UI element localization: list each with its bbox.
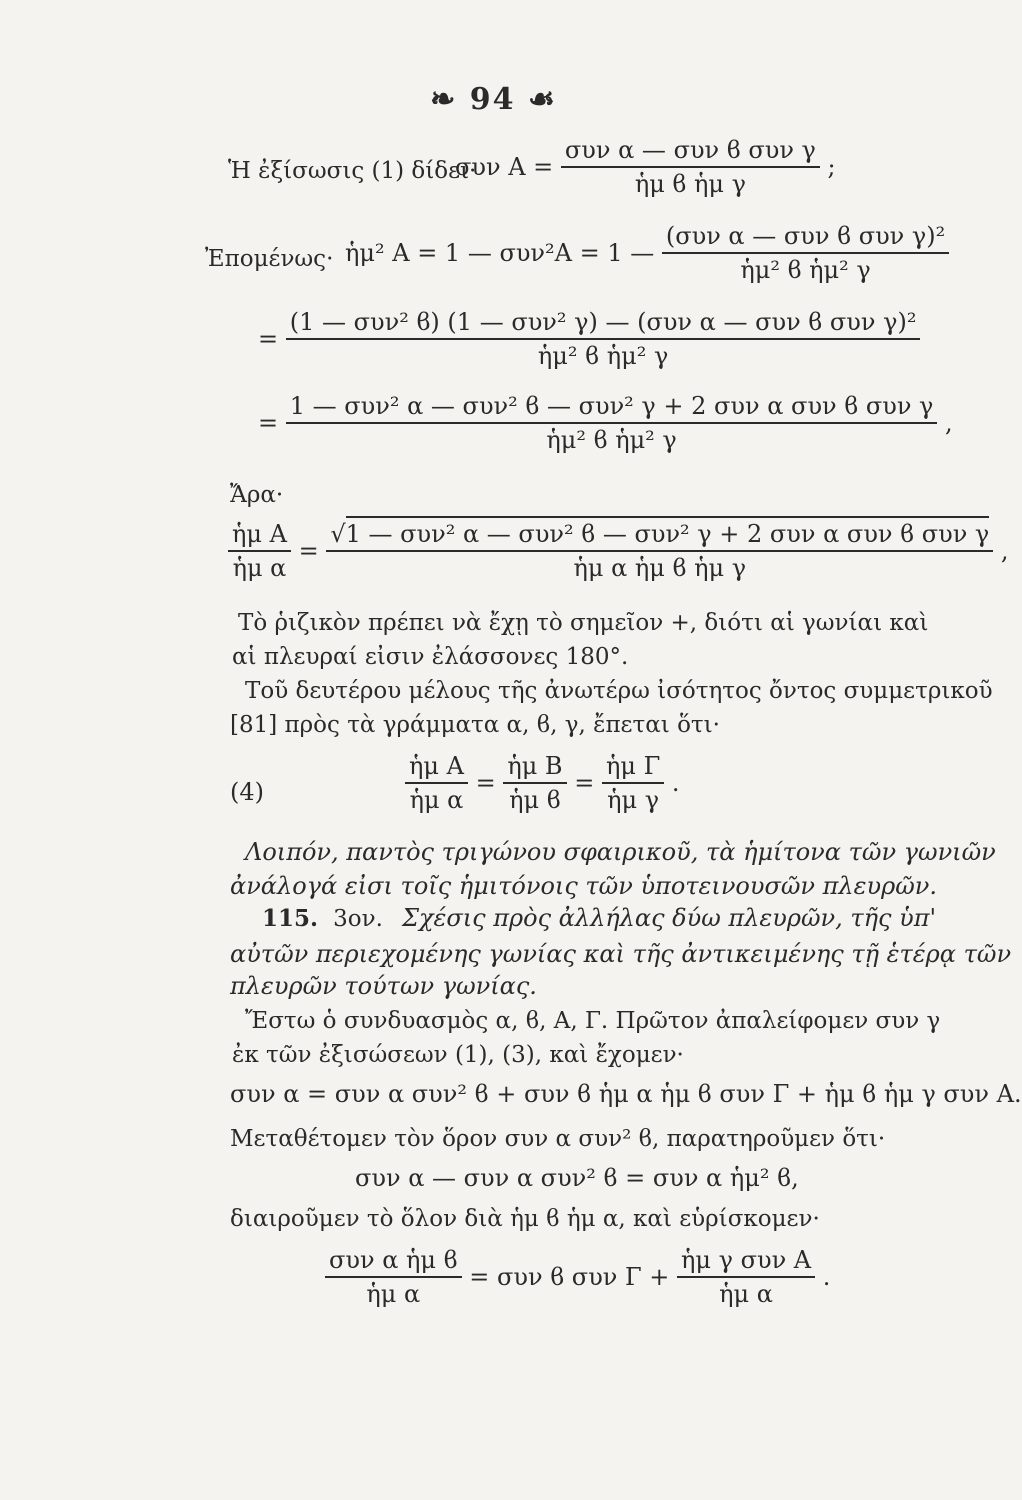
eq4-fraction-c [602,752,664,814]
equation-4-label: (4) [230,778,264,806]
eq4-eq2: = [574,769,595,797]
paragraph-3-line-2: ἀνάλογά εἰσι τοῖς ἡμιτόνοις τῶν ὑποτεινουσῶν πλευρῶν. [230,872,937,900]
eq4-tail: . [671,769,680,797]
section-title-line-1: Σχέσις πρὸς ἀλλήλας δύω πλευρῶν, τῆς ὑπ' [402,904,937,932]
l1-tail: ; [827,153,836,181]
eq4-c-numerator: ἡμ Γ [605,752,661,780]
l2-denominator: ἡμ² ϐ ἡμ² γ [662,252,949,284]
ara-label [230,482,283,508]
equation-7: συν α — συν α συν² ϐ = συν α ἡμ² ϐ, [355,1164,799,1192]
equation-1 [455,136,836,198]
l4-tail: , [945,409,953,437]
eq4-fraction-b [503,752,566,814]
l5-denominator: ἡμ α ἡμ ϐ ἡμ γ [326,550,993,582]
paragraph-4-line-2: ἐκ τῶν ἐξισώσεων (1), (3), καὶ ἔχομεν· [232,1042,684,1068]
l5-lhs-denominator: ἡμ α [228,550,291,582]
equation-1-intro [228,158,476,184]
eq4-b-numerator: ἡμ Β [507,752,563,780]
l1-prefix: Ἡ ἐξίσωσις (1) δίδει· [228,158,477,184]
section-title-line-2: αὐτῶν περιεχομένης γωνίας καὶ τῆς ἀντικειμένης τῇ ἑτέρᾳ τῶν [230,940,1012,968]
ornament-right-icon: ☙ [515,82,557,117]
eq4-a-numerator: ἡμ Α [409,752,464,780]
l4-denominator: ἡμ² ϐ ἡμ² γ [286,422,938,454]
equation-sine-law [405,752,680,814]
section-number: 115. [262,905,319,932]
eq4-b-denominator: ἡμ ϐ [503,782,566,814]
section-title-line-3: πλευρῶν τούτων γωνίας. [230,972,537,1000]
l3-numerator: (1 — συν² ϐ) (1 — συν² γ) — (συν α — συν ϐ συν γ)² [289,308,917,336]
paragraph-2-line-2: [81] πρὸς τὰ γράμματα α, ϐ, γ, ἔπεται ὅτι· [230,712,720,738]
equation-3 [258,308,920,370]
l5-lhs-fraction [228,520,291,582]
l2-expr: ἡμ² Α = 1 — συν²Α = 1 — [345,239,655,267]
ornament-left-icon: ❧ [430,82,470,117]
ara-text: Ἄρα· [230,482,284,508]
l1-numerator: συν α — συν ϐ συν γ [564,136,816,164]
l3-eq: = [258,325,279,353]
paragraph-2-line-1: Τοῦ δευτέρου μέλους τῆς ἀνωτέρω ἰσότητος ὄντος συμμετρικοῦ [245,678,993,704]
l4-eq: = [258,409,279,437]
section-ordinal: 3ον. [333,906,383,932]
eq4-c-denominator: ἡμ γ [602,782,664,814]
l1-lhs: συν Α = [455,153,554,181]
l2-numerator: (συν α — συν ϐ συν γ)² [665,222,946,250]
paragraph-1-line-1: Τὸ ῥιζικὸν πρέπει νὰ ἔχῃ τὸ σημεῖον +, διότι αἱ γωνίαι καὶ [238,610,929,636]
l2-fraction [662,222,949,284]
l5-radicand: 1 — συν² α — συν² ϐ — συν² γ + 2 συν α συν ϐ συν γ [346,516,990,548]
equation-2-intro [205,246,333,272]
sqrt-icon: √ [330,520,346,548]
l5-numerator [326,520,993,550]
l5-fraction [326,520,993,582]
l1-denominator: ἡμ ϐ ἡμ γ [561,166,820,198]
l4-numerator: 1 — συν² α — συν² ϐ — συν² γ + 2 συν α συν ϐ συν γ [289,392,934,420]
eq4-eq: = [475,769,496,797]
l3-denominator: ἡμ² ϐ ἡμ² γ [286,338,921,370]
eq4-a-denominator: ἡμ α [405,782,468,814]
l2-prefix: Ἐπομένως· [205,246,334,272]
paragraph-4-line-1: Ἔστω ὁ συνδυασμὸς α, ϐ, Α, Γ. Πρῶτον ἀπαλείφομεν συν γ [245,1008,941,1034]
equation-8 [325,1246,830,1308]
paragraph-6: διαιροῦμεν τὸ ὅλον διὰ ἡμ ϐ ἡμ α, καὶ εὑρίσκομεν· [230,1206,820,1232]
l5-lhs-numerator: ἡμ Α [232,520,287,548]
l8-tail: . [822,1263,831,1291]
l8-denominator: ἡμ α [325,1276,462,1308]
l8-middle: = συν ϐ συν Γ + [469,1263,670,1291]
l8-left-fraction [325,1246,462,1308]
l3-fraction [286,308,921,370]
eq4-fraction-a [405,752,468,814]
page-number [0,82,987,117]
section-heading [262,904,936,932]
paragraph-3-line-1: Λοιπόν, παντὸς τριγώνου σφαιρικοῦ, τὰ ἡμίτονα τῶν γωνιῶν [245,838,996,866]
equation-2 [345,222,949,284]
l5-tail: , [1000,537,1009,565]
paragraph-5: Μεταθέτομεν τὸν ὅρον συν α συν² ϐ, παρατηροῦμεν ὅτι· [230,1126,886,1152]
l5-eq: = [298,537,319,565]
l4-fraction [286,392,938,454]
equation-6: συν α = συν α συν² ϐ + συν ϐ ἡμ α ἡμ ϐ συν Γ + ἡμ ϐ ἡμ γ συν Α. [230,1080,1022,1108]
equation-5 [228,520,1009,582]
paragraph-1-line-2: αἱ πλευραί εἰσιν ἐλάσσονες 180°. [232,644,629,670]
l1-fraction [561,136,820,198]
page-number-value: 94 [469,82,516,117]
l8-right-fraction [677,1246,815,1308]
l8-right-numerator: ἡμ γ συν Α [681,1246,812,1274]
equation-4-expansion [258,392,953,454]
l8-numerator: συν α ἡμ ϐ [329,1246,458,1274]
l8-right-denominator: ἡμ α [677,1276,815,1308]
